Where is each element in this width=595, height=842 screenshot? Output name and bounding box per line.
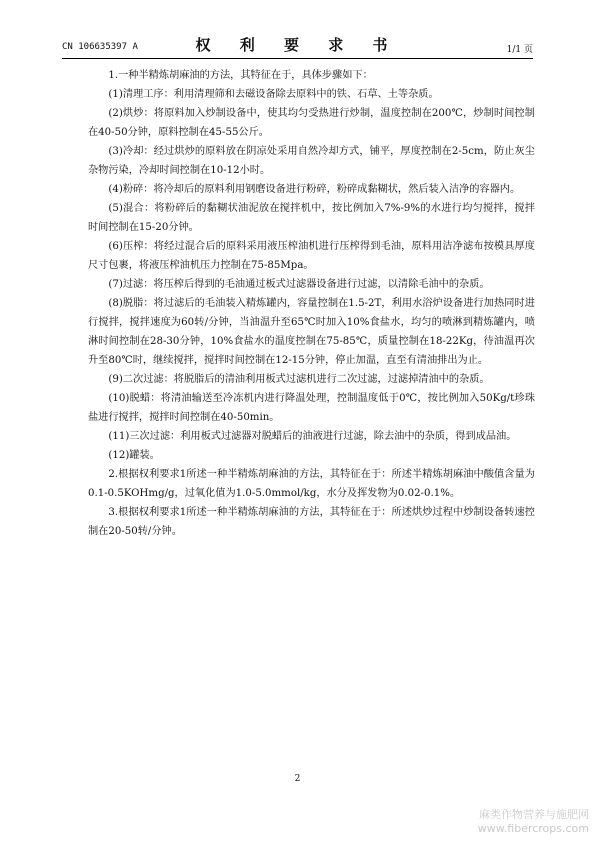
page-number: 2 — [294, 774, 301, 784]
page-header — [62, 34, 533, 59]
claim-step-4: (4)粉碎：将冷却后的原料利用钢磨设备进行粉碎，粉碎成黏糊状，然后装入洁净的容器内。 — [108, 184, 521, 195]
page-info: 1/1 页 — [506, 45, 533, 55]
claim-step-12: (12)罐装。 — [108, 450, 160, 461]
document-title: 权 利 要 求 书 — [195, 36, 400, 54]
watermark — [478, 808, 589, 836]
claim-step-6: (6)压榨：将经过混合后的原料采用液压榨油机进行压榨得到毛油，原料用洁净滤布按模具厚度尺寸包裹，将液压榨油机压力控制在75-85Mpa。 — [88, 241, 535, 271]
publication-number: CN 106635397 A — [62, 42, 138, 52]
claim-step-11: (11)三次过滤：利用板式过滤器对脱蜡后的油液进行过滤，除去油中的杂质，得到成品油。 — [108, 431, 517, 442]
claim-3: 3.根据权利要求1所述一种半精炼胡麻油的方法，其特征在于：所述烘炒过程中炒制设备转速控制在20-50转/分钟。 — [88, 507, 535, 537]
watermark-site-name: 麻类作物营养与施肥网 — [479, 808, 589, 821]
claim-step-5: (5)混合：将粉碎后的黏糊状油泥放在搅拌机中，按比例加入7%-9%的水进行均匀搅拌，搅拌时间控制在15-20分钟。 — [88, 203, 535, 233]
claim-2: 2.根据权利要求1所述一种半精炼胡麻油的方法，其特征在于：所述半精炼胡麻油中酸值含量为0.1-0.5KOHmg/g，过氧化值为1.0-5.0mmol/kg，水分及挥发物为0.02-0.1%。 — [88, 469, 535, 499]
claim-step-8: (8)脱脂：将过滤后的毛油装入精炼罐内，容量控制在1.5-2T，利用水浴炉设备进行加热同时进行搅拌，搅拌速度为60转/分钟，当油温升至65℃时加入10%食盐水，均匀的喷淋到精炼罐内，喷淋时间控制在28-30分钟，10%食盐水的温度控制在75-85℃，质量控制在18-22Kg，待油温再次升至80℃时，继续搅拌，搅拌时间控制在12-15分钟，停止加温，直至有清油排出为止。 — [88, 298, 535, 366]
claim-1-intro: 1.一种半精炼胡麻油的方法，其特征在于，具体步骤如下： — [108, 70, 373, 81]
claim-step-10: (10)脱蜡：将清油输送至冷冻机内进行降温处理，控制温度低于0℃，按比例加入50Kg/t珍珠盐进行搅拌，搅拌时间控制在40-50min。 — [88, 393, 535, 423]
claim-step-7: (7)过滤：将压榨后得到的毛油通过板式过滤器设备进行过滤，以清除毛油中的杂质。 — [108, 279, 490, 290]
claim-step-1: (1)清理工序：利用清理筛和去磁设备除去原料中的铁、石草、土等杂质。 — [108, 89, 439, 100]
claim-step-9: (9)二次过滤：将脱脂后的清油利用板式过滤机进行二次过滤，过滤掉清油中的杂质。 — [108, 374, 490, 385]
claims-body — [88, 66, 535, 541]
claim-step-2: (2)烘炒：将原料加入炒制设备中，使其均匀受热进行炒制，温度控制在200℃，炒制时间控制在40-50分钟，原料控制在45-55公斤。 — [88, 108, 535, 138]
claim-step-3: (3)冷却：经过烘炒的原料放在阴凉处采用自然冷却方式，铺平，厚度控制在2-5cm，防止灰尘杂物污染，冷却时间控制在10-12小时。 — [88, 146, 535, 176]
watermark-url: www.fibercrops.com — [477, 822, 589, 835]
